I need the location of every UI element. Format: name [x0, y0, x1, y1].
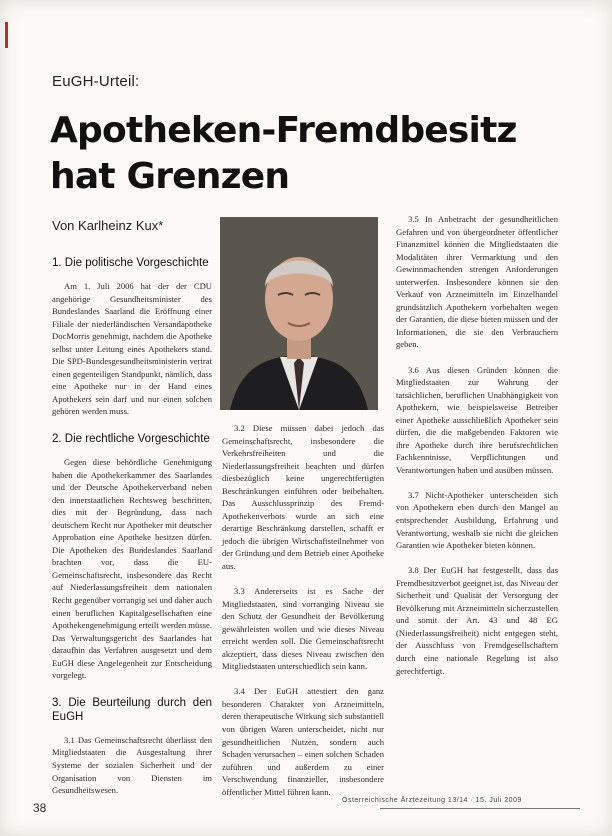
paragraph: 3.1 Das Gemeinschaftsrecht überlässt den Mitgliedstaaten die Ausgestaltung ihrer Systeme der sozialen Sicherheit und der Organisation von Diensten im Gesundheitswesen. — [52, 734, 212, 796]
headline — [50, 108, 570, 200]
paragraph: Gegen diese behördliche Genehmigung haben die Apothekerkammer des Saarlandes und der Deutsche Apothekerverband neben den innerstaatlichen Rechtsweg beschritten, dies mit der Begründung, dass nach deutschem Recht nur Apotheker mit deutscher Approbation eine Apotheke besitzen dürfen. Die Apotheken des Bundeslandes Saarland brachten vor, dass die EU-Gemeinschaftsrecht, insbesondere das Recht auf Niederlassungsfreiheit dem nationalen Recht gegenüber vorrangig sei und daher auch einen beruflichen Kapitalgesellschaften eine Apothekengenehmigung erteilt werden müsse. Das Verwaltungsgericht des Saarlandes hat daraufhin das Verfahren ausgesetzt und dem EuGH diese Angelegenheit zur Entscheidung vorgelegt. — [52, 457, 212, 681]
paragraph: 3.3 Andererseits ist es Sache der Mitgliedstaaten, sind vorranging Niveau sie den Schutz der Gesundheit der Bevölkerung gewährleisten wollen und wie dieses Niveau erreicht werden soll. Die Gemeinschaftsrecht akzeptiert, dass dieses Niveau zwischen den Mitgliedstaaten unterschiedlich sein kann. — [222, 586, 384, 672]
paragraph: Am 1. Juli 2006 hat der der CDU angehörige Gesundheitsminister des Bundeslandes Saarland die Eröffnung einer Filiale der niederländischen Versandapotheke DocMorris genehmigt, nachdem die Apotheke selbst unter Leitung eines Apothekers stand. Die SPD-Bundesgesundheitsministerin vertrat einen gegenteiligen Standpunkt, nämlich, dass eine Apotheke nur in der Hand eines Apothekers sein darf und nur einen solchen gehören werden muss. — [52, 281, 212, 417]
author-portrait-photo — [220, 217, 378, 410]
byline: Von Karlheinz Kux* — [52, 218, 164, 233]
section-heading: 2. Die rechtliche Vorgeschichte — [52, 433, 210, 446]
text-column-3 — [396, 213, 558, 677]
kicker: EuGH-Urteil: — [52, 73, 140, 90]
paragraph: 3.6 Aus diesen Gründen können die Mitgliedstaaten zur Wahrung der tatsächlichen, beruflichen Unabhängigkeit von Apothekern, wie beispielsweise Betreiber einer Apotheke ausschließlich Apotheker sein dürfen, die die maßgebenden Faktoren wie ihre Apotheke durch ihre berufsrechtlichen Fachkenntnisse, Verpflichtungen und Verantwortungen haben und ausüben müssen. — [396, 364, 558, 475]
portrait-icon — [220, 217, 378, 410]
section-heading: 1. Die politische Vorgeschichte — [52, 257, 209, 269]
paragraph: 3.8 Der EuGH hat festgestellt, dass das Fremdbesitzverbot geeignet ist, das Niveau der Sicherheit und Qualität der Versorgung der Bevölkerung mit Arzneimitteln sicherzustellen und somit der Art. 43 und 48 EG (Niederlassungsfreiheit) nicht entgegen steht, der Ausschluss von Fremdgesellschaftern durch eine nationale Regelung ist also gerechtfertigt. — [396, 565, 558, 676]
text-column-1 — [52, 256, 212, 797]
headline-line-2: hat Grenzen — [50, 156, 290, 197]
red-margin-mark — [5, 22, 8, 48]
publication-line: Österreichische Ärztezeitung 13/14 · 15. Juli 2009 — [342, 797, 522, 804]
headline-line-1: Apotheken-Fremdbesitz — [50, 110, 517, 151]
paragraph: 3.2 Diese müssen dabei jedoch das Gemeinschaftsrecht, insbesondere die Verkehrsfreiheiten und die Niederlassungsfreiheit beachten und dürfen diesbezüglich keine ungerechtfertigten Beschränkungen einführen oder beibehalten. Das Ausschlussprinzip des Fremd-Apothekenverbots wurde an sich eine derartige Beschränkung darstellen, schafft er jedoch die übrigen Wirtschaftsteilnehmer von der Gründung und dem Betrieb einer Apotheke aus. — [222, 423, 384, 572]
paragraph: 3.4 Der EuGH attestiert den ganz besonderen Charakter von Arzneimitteln, deren therapeutische Wirkung sich substantiell von übrigen Waren unterscheidet, nicht nur gesundheitlichen Nutzen, sondern auch Schaden verursachen – einen solchen Schaden zuführen und außerdem zu einer Verschwendung finanzieller, insbesondere öffentlicher Mittel führen kann. — [222, 686, 384, 797]
text-column-2 — [222, 422, 384, 798]
paragraph: 3.5 In Anbetracht der gesundheitlichen Gefahren und von übergeordneter öffentlicher Finanzmittel können die Mitgliedstaaten die Modalitäten ihrer Vermarktung und den Gewinnmachenden strengen Anforderungen unterwerfen. Insbesondere können sie den Verkauf von Arzneimitteln im Einzelhandel grundsätzlich Apothekern vorbehalten wegen der Garantien, die diese bieten müssen und der Informationen, die sie den Verbrauchern geben. — [396, 214, 558, 350]
footer-rule — [380, 808, 580, 809]
paragraph: 3.7 Nicht-Apotheker unterscheiden sich von Apothekern eben durch den Mangel an entsprechender Ausbildung, Erfahrung und Verantwortung, weshalb sie nicht die gleichen Garantien wie Apotheker bieten können. — [396, 489, 558, 551]
page-number: 38 — [33, 801, 47, 815]
section-heading: 3. Die Beurteilung durch den EuGH — [52, 696, 212, 723]
